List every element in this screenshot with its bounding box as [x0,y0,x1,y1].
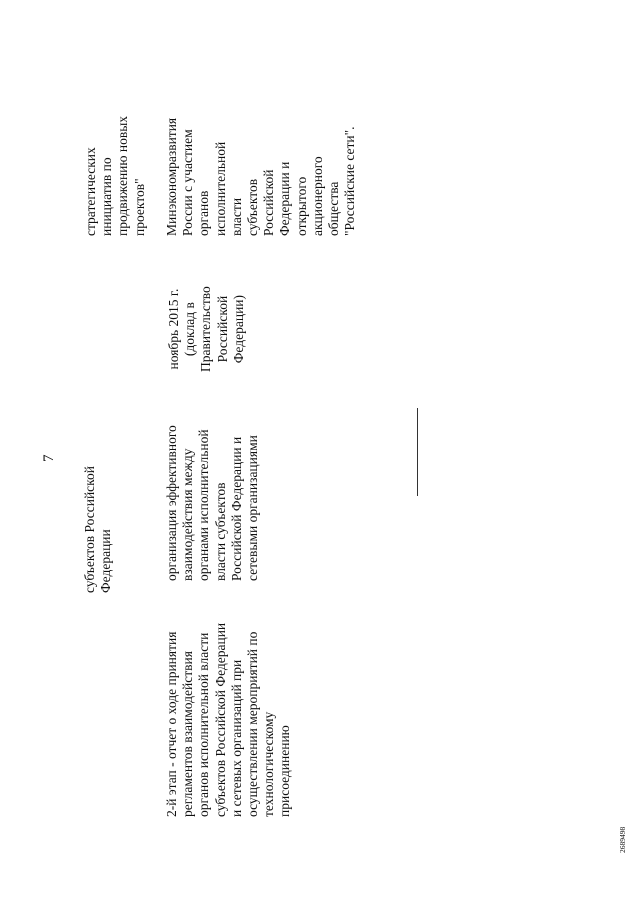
text-line: России с участием [180,129,196,236]
row-expected-result [164,425,261,581]
text-line: проектов" [131,178,147,236]
text-line: и сетевых организаций при [228,659,244,817]
text-line: Федерации) [230,294,246,364]
text-line: стратегических [83,147,98,236]
end-divider-line [417,408,418,496]
text-line: организация эффективного [164,425,179,581]
text-line: Российской [261,169,277,236]
text-line: исполнительной [212,141,228,236]
text-line: органами исполнительной [196,429,212,581]
text-line: (доклад в [182,302,198,357]
text-line: органов [196,190,212,236]
row-responsible [164,118,358,236]
text-line: акционерного [309,156,325,236]
text-line: технологическому [261,711,277,817]
text-line: открытого [293,176,309,236]
text-line: продвижению новых [115,115,131,236]
text-line: 2-й этап - отчет о ходе принятия [164,631,179,817]
text-line: Российской Федерации и [228,436,244,581]
page-number: 7 [41,454,57,462]
text-line: Российской [214,295,230,363]
text-line: субъектов Российской Федерации [212,622,228,817]
row-deadline [166,286,247,372]
text-line: Минэкономразвития [164,117,179,236]
text-line: присоединению [277,725,293,817]
document-code: 2689498 [618,826,627,853]
text-line: Правительство [198,286,214,372]
text-line: сетевыми организациями [245,435,261,581]
text-line: взаимодействия между [180,448,196,581]
text-line: "Российские сети". [342,126,358,236]
text-line: власти субъектов [212,482,228,581]
prev-row-col2 [82,466,114,593]
prev-row-col4 [83,116,148,236]
text-line: ноябрь 2015 г. [166,288,181,370]
text-line: Федерации и [277,161,293,236]
text-line: власти [228,197,244,236]
text-line: регламентов взаимодействия [180,651,196,817]
row-stage-description [164,623,294,817]
text-line: субъектов Российской [82,465,97,593]
text-line: субъектов [245,178,261,236]
text-line: Федерации [98,529,114,593]
text-line: общества [326,181,342,236]
text-line: инициатив по [99,157,115,236]
text-line: органов исполнительной власти [196,632,212,817]
text-line: осуществлении мероприятий по [245,631,261,817]
